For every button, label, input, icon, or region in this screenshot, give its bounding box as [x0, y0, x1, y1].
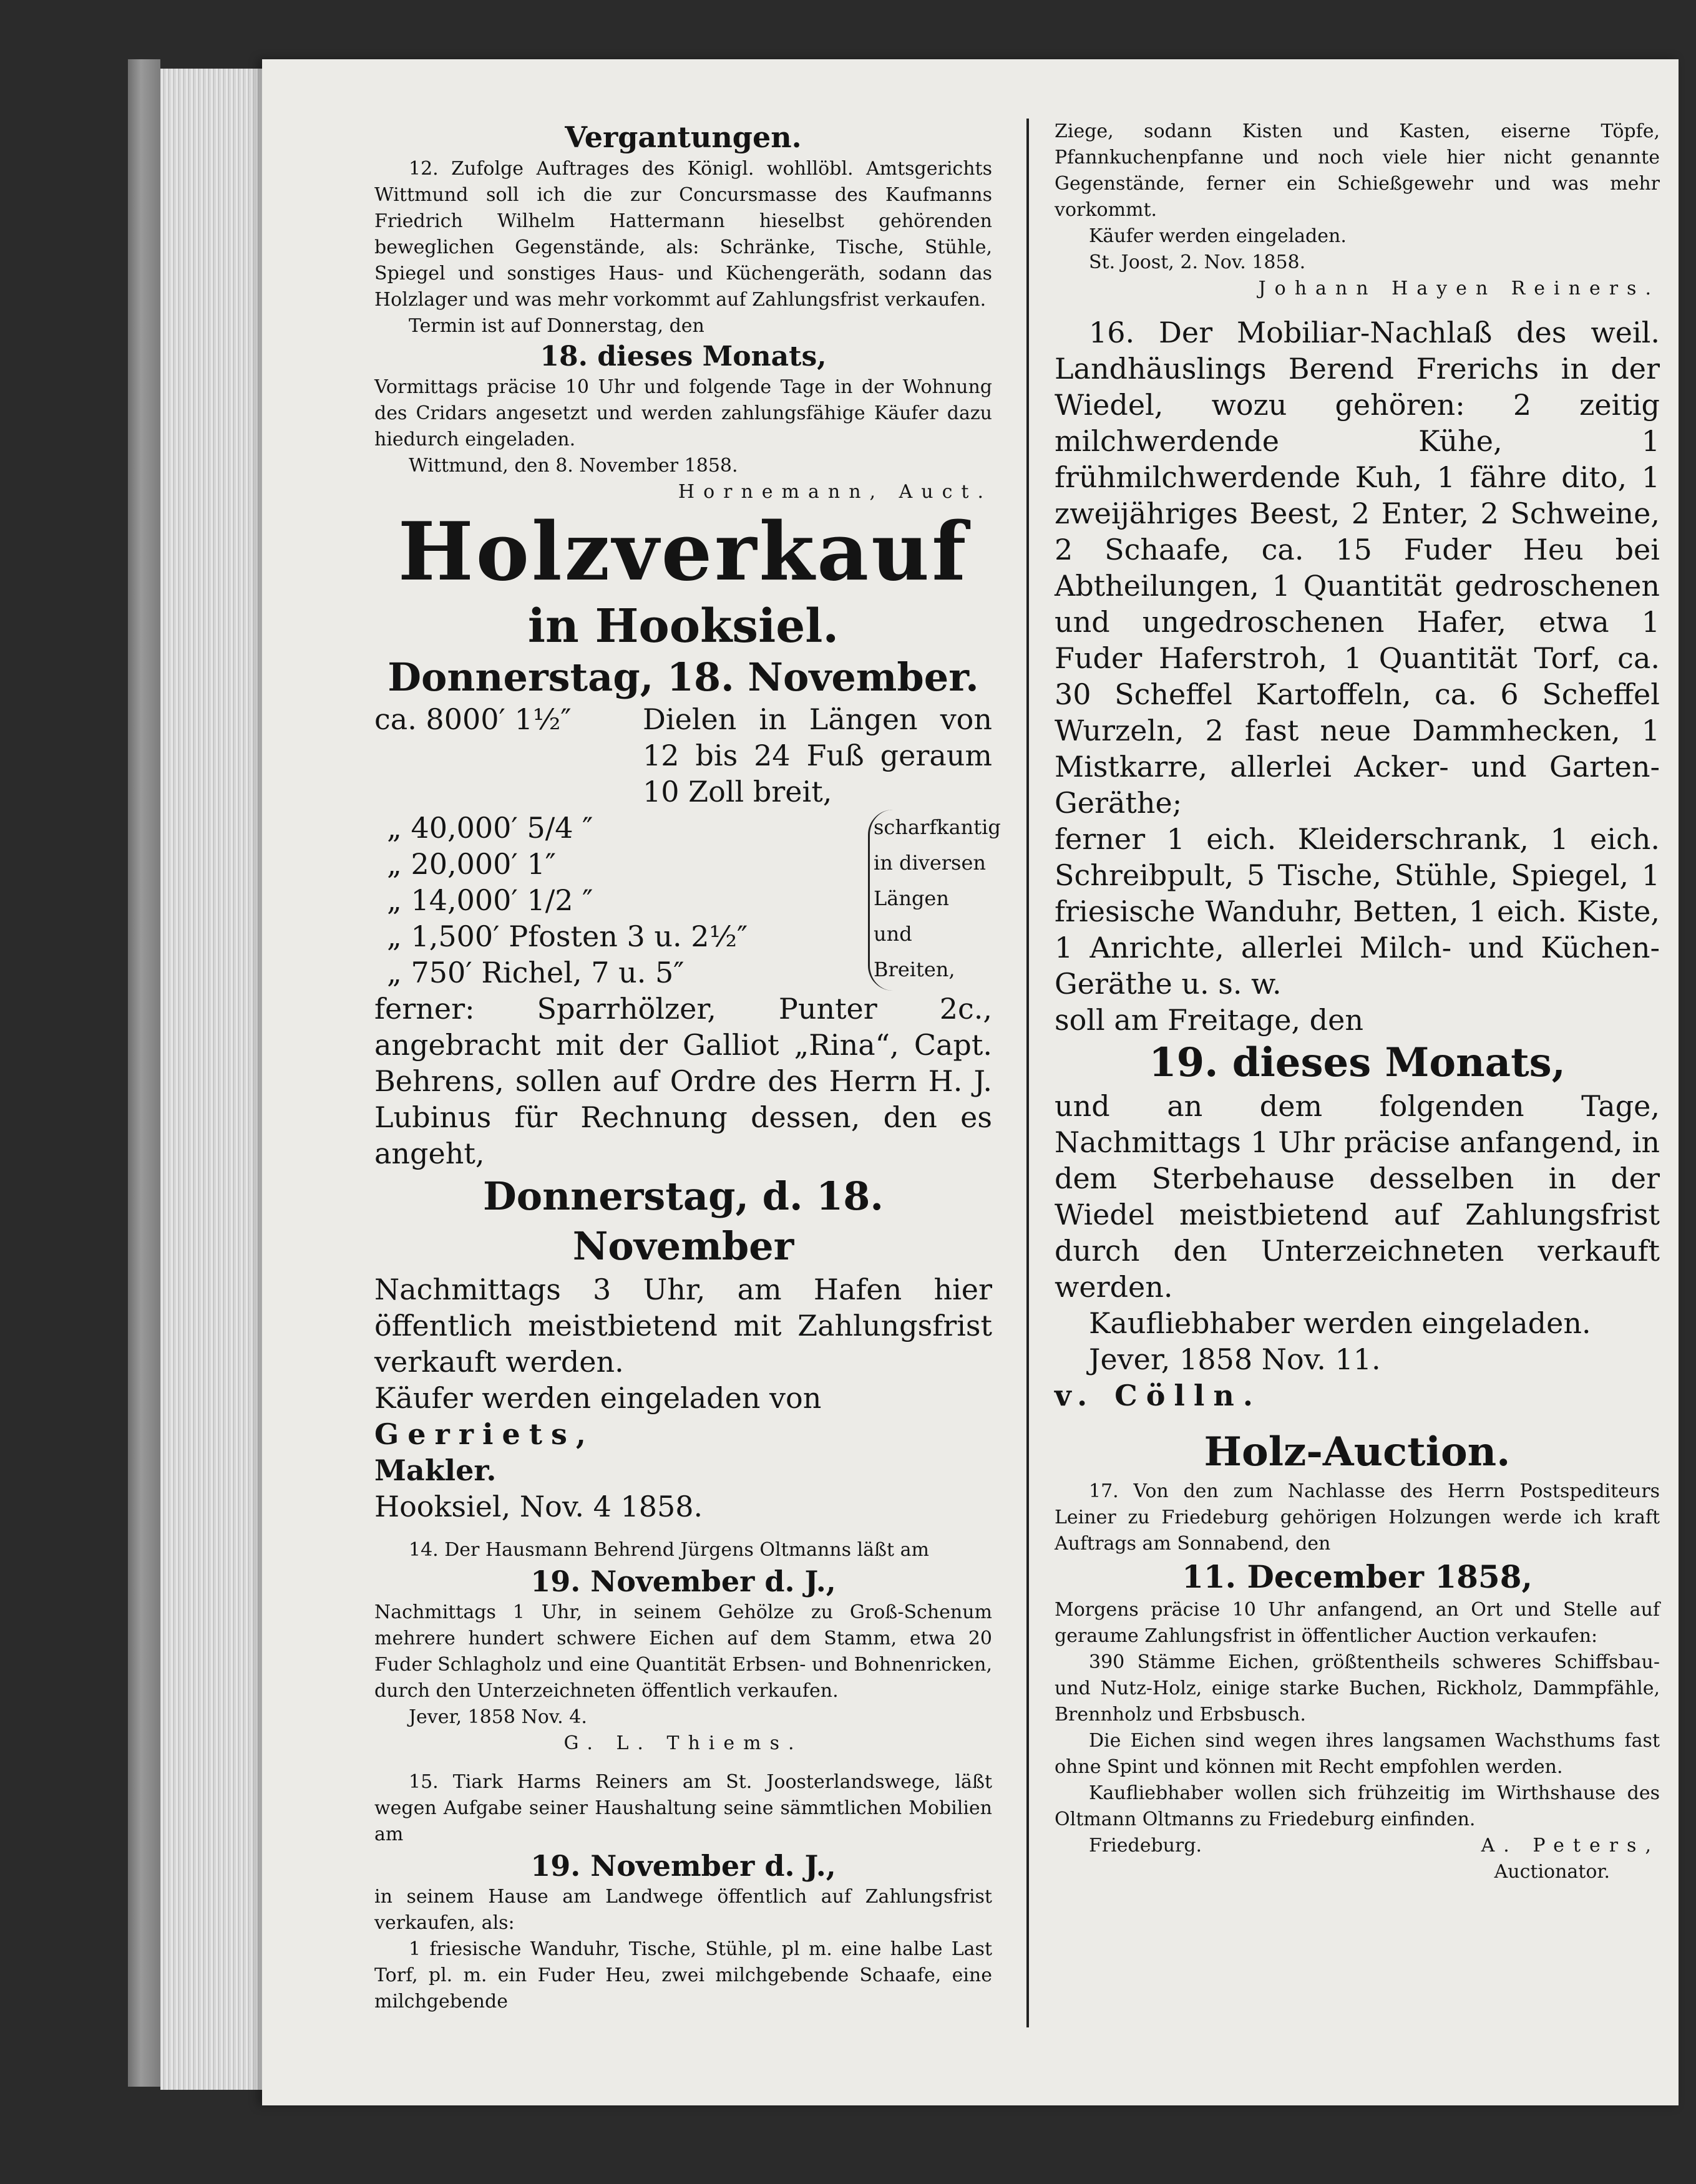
bracket-note: scharfkantig in diversen Längen und Breiten,: [868, 810, 992, 991]
notice-15-text: 15. Tiark Harms Reiners am St. Joosterlandswege, läßt wegen Aufgabe seiner Haushaltung seine sämmtlichen Mobilien am: [374, 1771, 992, 1845]
notice-15-signer: Johann Hayen Reiners.: [1258, 278, 1660, 299]
notice-16-place: Jever, 1858 Nov. 11.: [1089, 1342, 1381, 1376]
notice-15-place: St. Joost, 2. Nov. 1858.: [1089, 251, 1306, 273]
holzverkauf-signer: Gerriets,: [374, 1417, 595, 1451]
notice-14-text2: Nachmittags 1 Uhr, in seinem Gehölze zu Groß-Schenum mehrere hundert schwere Eichen auf dem Stamm, etwa 20 Fuder Schlagholz und eine Quantität Erbsen- und Bohnenricken, durch den Unterzeichneten öffentlich verkaufen.: [374, 1601, 992, 1702]
holzverkauf-place: in Hooksiel.: [527, 599, 839, 653]
notice-15-date: 19. November d. J.,: [530, 1849, 836, 1883]
holz-row: „ 40,000′ 5/4 ″: [387, 811, 593, 845]
holzverkauf-date: Donnerstag, 18. November.: [387, 654, 979, 700]
notice-17-date: 11. December 1858,: [1182, 1558, 1533, 1595]
holz-row: „ 750′ Richel, 7 u. 5″: [387, 956, 685, 989]
notice-12-text2: Vormittags präcise 10 Uhr und folgende Tage in der Wohnung des Cridars angesetzt und werden zahlungsfähige Käufer dazu hiedurch eingeladen.: [374, 376, 992, 450]
notice-12-termin: Termin ist auf Donnerstag, den: [409, 315, 704, 337]
notice-17-text5: Kaufliebhaber wollen sich frühzeitig im Wirthshause des Oltmann Oltmanns zu Friedeburg einfinden.: [1055, 1782, 1660, 1830]
notice-17-text2: Morgens präcise 10 Uhr anfangend, an Ort und Stelle auf geraume Zahlungsfrist in öffentlicher Auction verkaufen:: [1055, 1599, 1660, 1647]
holzverkauf-place-date: Hooksiel, Nov. 4 1858.: [374, 1490, 703, 1523]
holzverkauf-role: Makler.: [374, 1454, 497, 1487]
notice-17-text: 17. Von den zum Nachlasse des Herrn Postspediteurs Leiner zu Friedeburg gehörigen Holzungen werde ich kraft Auftrags am Sonnabend, den: [1055, 1480, 1660, 1555]
notice-12-text: 12. Zufolge Auftrages des Königl. wohllöbl. Amtsgerichts Wittmund soll ich die zur Concursmasse des Kaufmanns Friedrich Wilhelm Hattermann hieselbst gehörenden beweglichen Gegenstände, als: Schränke, Tische, Stühle, Spiegel und sonstiges Haus- und Küchengeräth, sodann das Holzlager und was mehr vorkommt auf Zahlungsfrist verkaufen.: [374, 158, 992, 311]
notice-16-text3: soll am Freitage, den: [1055, 1003, 1363, 1037]
row-1-quantity: ca. 8000′ 1½″: [374, 702, 572, 736]
notice-14-date: 19. November d. J.,: [530, 1565, 836, 1598]
holzverkauf-row-1: [374, 701, 992, 810]
holz-row: „ 14,000′ 1/2 ″: [387, 883, 593, 917]
section-heading: Vergantungen.: [565, 120, 802, 154]
notice-12-place: Wittmund, den 8. November 1858.: [409, 455, 738, 477]
notice-17-role: Auctionator.: [1494, 1861, 1610, 1883]
notice-15-continued: Ziege, sodann Kisten und Kasten, eiserne Töpfe, Pfannkuchenpfanne und noch viele hier nicht genannte Gegenstände, ferner ein Schießgewehr und was mehr vorkommt.: [1055, 120, 1660, 221]
notice-16-date: 19. dieses Monats,: [1149, 1039, 1566, 1086]
holzverkauf-body: ferner: Sparrhölzer, Punter 2c., angebracht mit der Galliot „Rina“, Capt. Behrens, sollen auf Ordre des Herrn H. J. Lubinus für Rechnung dessen, den es angeht,: [374, 992, 992, 1170]
notice-16-text4: und an dem folgenden Tage, Nachmittags 1 Uhr präcise anfangend, in dem Sterbehause desselben in der Wiedel meistbietend auf Zahlungsfrist durch den Unterzeichneten verkauft werden.: [1055, 1089, 1660, 1304]
notice-12-signer: Hornemann, Auct.: [678, 481, 992, 503]
row-1-description: Dielen in Längen von 12 bis 24 Fuß geraum 10 Zoll breit,: [643, 702, 992, 808]
notice-16-text: 16. Der Mobiliar-Nachlaß des weil. Landhäuslings Berend Frerichs in der Wiedel, wozu gehören: 2 zeitig milchwerdende Kühe, 1 frühmilchwerdende Kuh, 1 fähre dito, 1 zweijähriges Beest, 2 Enter, 2 Schweine, 2 Schaafe, ca. 15 Fuder Heu bei Abtheilungen, 1 Quantität gedroschenen und ungedroschenen Hafer, etwa 1 Fuder Haferstroh, 1 Quantität Torf, ca. 30 Scheffel Kartoffeln, ca. 6 Scheffel Wurzeln, 2 fast neue Dammhecken, 1 Mistkarre, allerlei Acker- und Garten-Geräthe;: [1055, 316, 1660, 820]
notice-15-text3: 1 friesische Wanduhr, Tische, Stühle, pl m. eine halbe Last Torf, pl. m. ein Fuder Heu, zwei milchgebende Schaafe, eine milchgebende: [374, 1938, 992, 2012]
holzverkauf-title: Holzverkauf: [397, 505, 969, 599]
column-divider: [1026, 119, 1029, 2027]
right-column: [1055, 119, 1660, 1885]
left-column: [374, 119, 1001, 2015]
notice-15-invite: Käufer werden eingeladen.: [1089, 225, 1347, 247]
notice-16-text2: ferner 1 eich. Kleiderschrank, 1 eich. Schreibpult, 5 Tische, Stühle, Spiegel, 1 friesische Wanduhr, Betten, 1 eich. Kiste, 1 Anrichte, allerlei Milch- und Küchen-Geräthe u. s. w.: [1055, 822, 1660, 1001]
notice-17-signer: A. Peters,: [1481, 1835, 1660, 1856]
notice-17-place: Friedeburg.: [1089, 1835, 1202, 1856]
notice-16-invite: Kaufliebhaber werden eingeladen.: [1089, 1306, 1591, 1340]
holz-row: „ 20,000′ 1″: [387, 847, 556, 881]
holz-auction-heading: Holz-Auction.: [1204, 1429, 1511, 1475]
notice-17-text3: 390 Stämme Eichen, größtentheils schweres Schiffsbau- und Nutz-Holz, einige starke Buchen, Rickholz, Dammpfähle, Brennholz und Erbsbusch.: [1055, 1651, 1660, 1725]
notice-14-signer: G. L. Thiems.: [563, 1732, 803, 1754]
holzverkauf-date-2: Donnerstag, d. 18. November: [482, 1173, 884, 1269]
holzverkauf-body-2: Nachmittags 3 Uhr, am Hafen hier öffentlich meistbietend mit Zahlungsfrist verkauft werden.: [374, 1273, 992, 1379]
holzverkauf-table: [374, 810, 1001, 991]
notice-16-signer: v. Cölln.: [1055, 1379, 1262, 1412]
notice-14-text: 14. Der Hausmann Behrend Jürgens Oltmanns läßt am: [409, 1539, 929, 1561]
notice-12-date: 18. dieses Monats,: [540, 341, 827, 372]
notice-15-text2: in seinem Hause am Landwege öffentlich auf Zahlungsfrist verkaufen, als:: [374, 1886, 992, 1934]
notice-14-place: Jever, 1858 Nov. 4.: [409, 1706, 587, 1728]
notice-17-text4: Die Eichen sind wegen ihres langsamen Wachsthums fast ohne Spint und können mit Recht empfohlen werden.: [1055, 1730, 1660, 1778]
book-spine: [128, 59, 160, 2087]
holz-row: „ 1,500′ Pfosten 3 u. 2½″: [387, 920, 748, 953]
holzverkauf-invite: Käufer werden eingeladen von: [374, 1381, 822, 1415]
